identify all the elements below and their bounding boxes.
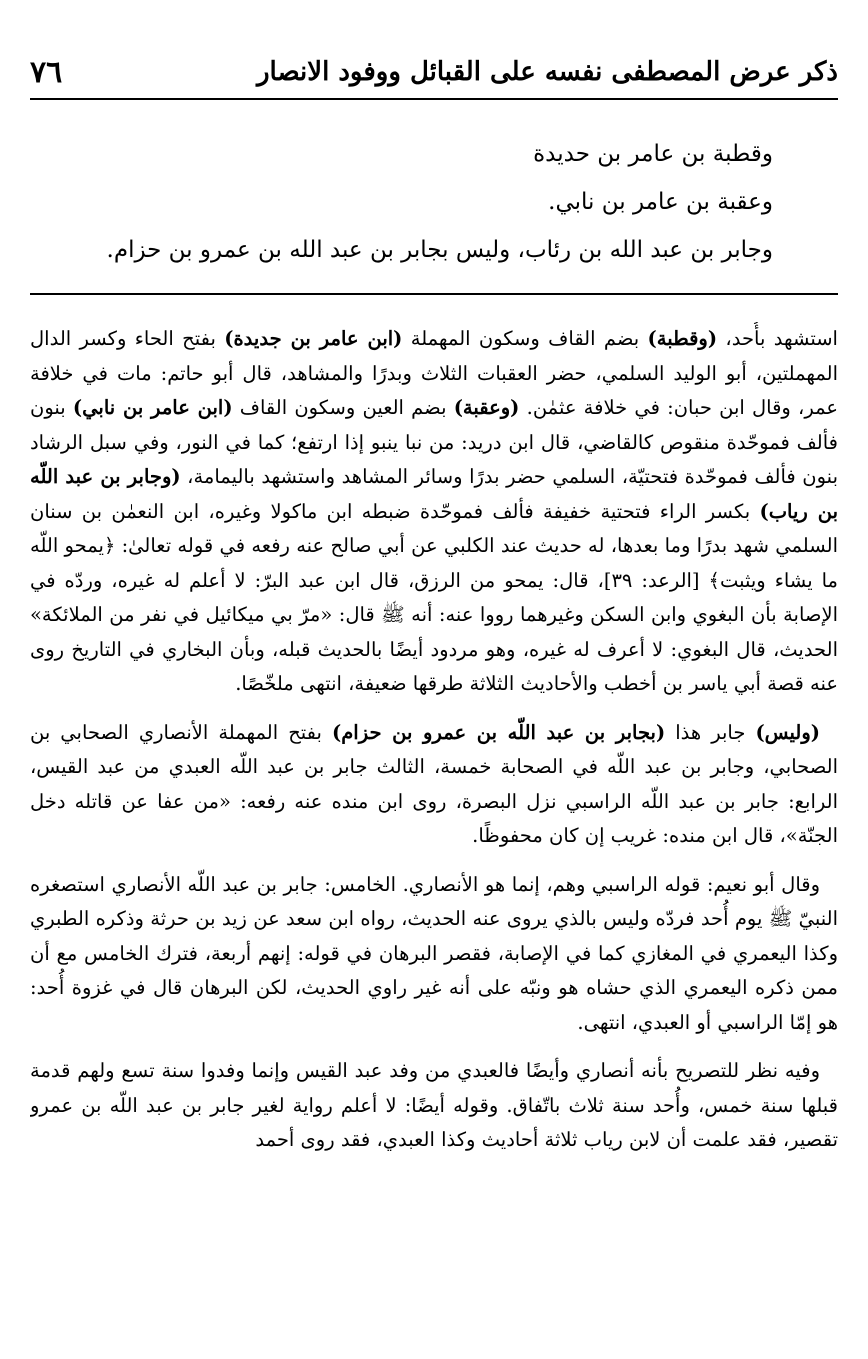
text-run: بضم القاف وسكون المهملة	[402, 327, 648, 350]
verse-line: وجابر بن عبد الله بن رئاب، وليس بجابر بن عبد الله بن عمرو بن حزام.	[106, 237, 773, 263]
text-run: بفتح المهملة الأنصاري الصحابي بن الصحابي، وجابر بن عبد اللّه في الصحابة خمسة، الثالث جابر بن عبد اللّه العبدي من عبد القيس، الرابع: جابر بن عبد اللّه الراسبي نزل البصرة، روى ابن منده عنه رفعه: «من عفا عن قاتله دخل الجنّة»، قال ابن منده: غريب إن كان محفوظًا.	[30, 720, 838, 847]
page-header	[30, 48, 838, 100]
text-run: استشهد بأُحد،	[717, 327, 838, 350]
text-run: وفيه نظر للتصريح بأنه أنصاري وأيضًا فالعبدي من وفد عبد القيس وإنما وفدوا سنة تسع ولهم قدمة قبلها سنة خمس، وأُحد سنة ثلاث باتّفاق. وقوله أيضًا: لا أعلم رواية لغير جابر بن عبد اللّه بن عمرو تقصير، فقد علمت أن لابن رياب ثلاثة أحاديث وكذا العبدي، فقد روى أحمد	[30, 1059, 838, 1151]
commentary-paragraph	[30, 716, 838, 854]
bold-lemma: (ابن عامر بن جديدة)	[224, 327, 403, 350]
text-run: بنون فألف فموحّدة منقوص كالقاضي، قال ابن دريد: من نبا ينبو إذا ارتفع؛ كما في النور، وفي سبل الرشاد بنون فألف فموحّدة فتحتيّة، السلمي حضر بدرًا وسائر المشاهد واستشهد باليمامة،	[30, 396, 838, 488]
page-number: ٧٦	[30, 54, 63, 90]
verse-line: وقطبة بن عامر بن حديدة	[533, 141, 773, 167]
commentary-paragraph	[30, 1054, 838, 1158]
commentary-paragraph	[30, 868, 838, 1041]
text-run: بفتح الحاء وكسر الدال المهملتين، أبو الوليد السلمي، حضر العقبات الثلاث وبدرًا والمشاهد، قال أبو حاتم: مات في خلافة عمر، وقال ابن حبان: في خلافة عثمٰن.	[30, 327, 838, 419]
bold-lemma: (وجابر بن عبد اللّه بن رياب)	[30, 465, 838, 523]
main-text-verses	[30, 130, 773, 274]
bold-lemma: (وعقبة)	[453, 396, 520, 419]
commentary	[30, 322, 838, 1349]
commentary-paragraph	[30, 322, 838, 702]
bold-lemma: (بجابر بن عبد اللّه بن عمرو بن حزام)	[332, 720, 666, 744]
bold-lemma: (ابن عامر بن نابي)	[72, 396, 233, 419]
text-run: وقال أبو نعيم: قوله الراسبي وهم، إنما هو الأنصاري. الخامس: جابر بن عبد اللّه الأنصاري استصغره النبيّ ﷺ يوم أُحد فردّه وليس بالذي يروى عنه الحديث، رواه ابن سعد عن زيد بن حرثة وذكره الطبري وكذا اليعمري في المغازي كما في الإصابة، فقصر البرهان في قوله: إنهم أربعة، فترك الخامس مع أن ممن ذكره اليعمري الذي حشاه هو ونبّه على أنه غير راوي الحديث، لكن البرهان قال في غزوة أُحد: هو إمّا الراسبي أو العبدي، انتهى.	[30, 872, 838, 1034]
text-run: بكسر الراء فتحتية خفيفة فألف فموحّدة ضبطه ابن ماكولا وغيره، ابن النعمٰن بن سنان السلمي شهد بدرًا وما بعدها، له حديث عند الكلبي عن أبي صالح عنه رفعه في قوله تعالىٰ: ﴿يمحو اللّه ما يشاء ويثبت﴾ [الرعد: ٣٩]، قال: يمحو من الرزق، قال ابن عبد البرّ: لا أعلم له غيره، وردّه في الإصابة بأن البغوي وابن السكن وغيرهما رووا عنه: أنه ﷺ قال: «مرّ بي ميكائيل في نفر من الملائكة» الحديث، قال البغوي: لا أعرف له غيره، وهو مردود أيضًا بالحديث قبله، وبأن البخاري في التاريخ روى عنه قصة أبي ياسر بن أخطب والأحاديث الثلاثة طرقها ضعيفة، انتهى ملخّصًا.	[30, 499, 838, 695]
section-divider	[30, 293, 838, 295]
running-title: ذكر عرض المصطفى نفسه على القبائل ووفود الانصار	[256, 57, 838, 87]
bold-lemma: (وليس)	[755, 720, 820, 744]
text-run: بضم العين وسكون القاف	[232, 396, 454, 419]
bold-lemma: (وقطبة)	[647, 327, 718, 350]
verse-line: وعقبة بن عامر بن نابي.	[548, 189, 773, 215]
text-run: جابر هذا	[665, 720, 756, 744]
